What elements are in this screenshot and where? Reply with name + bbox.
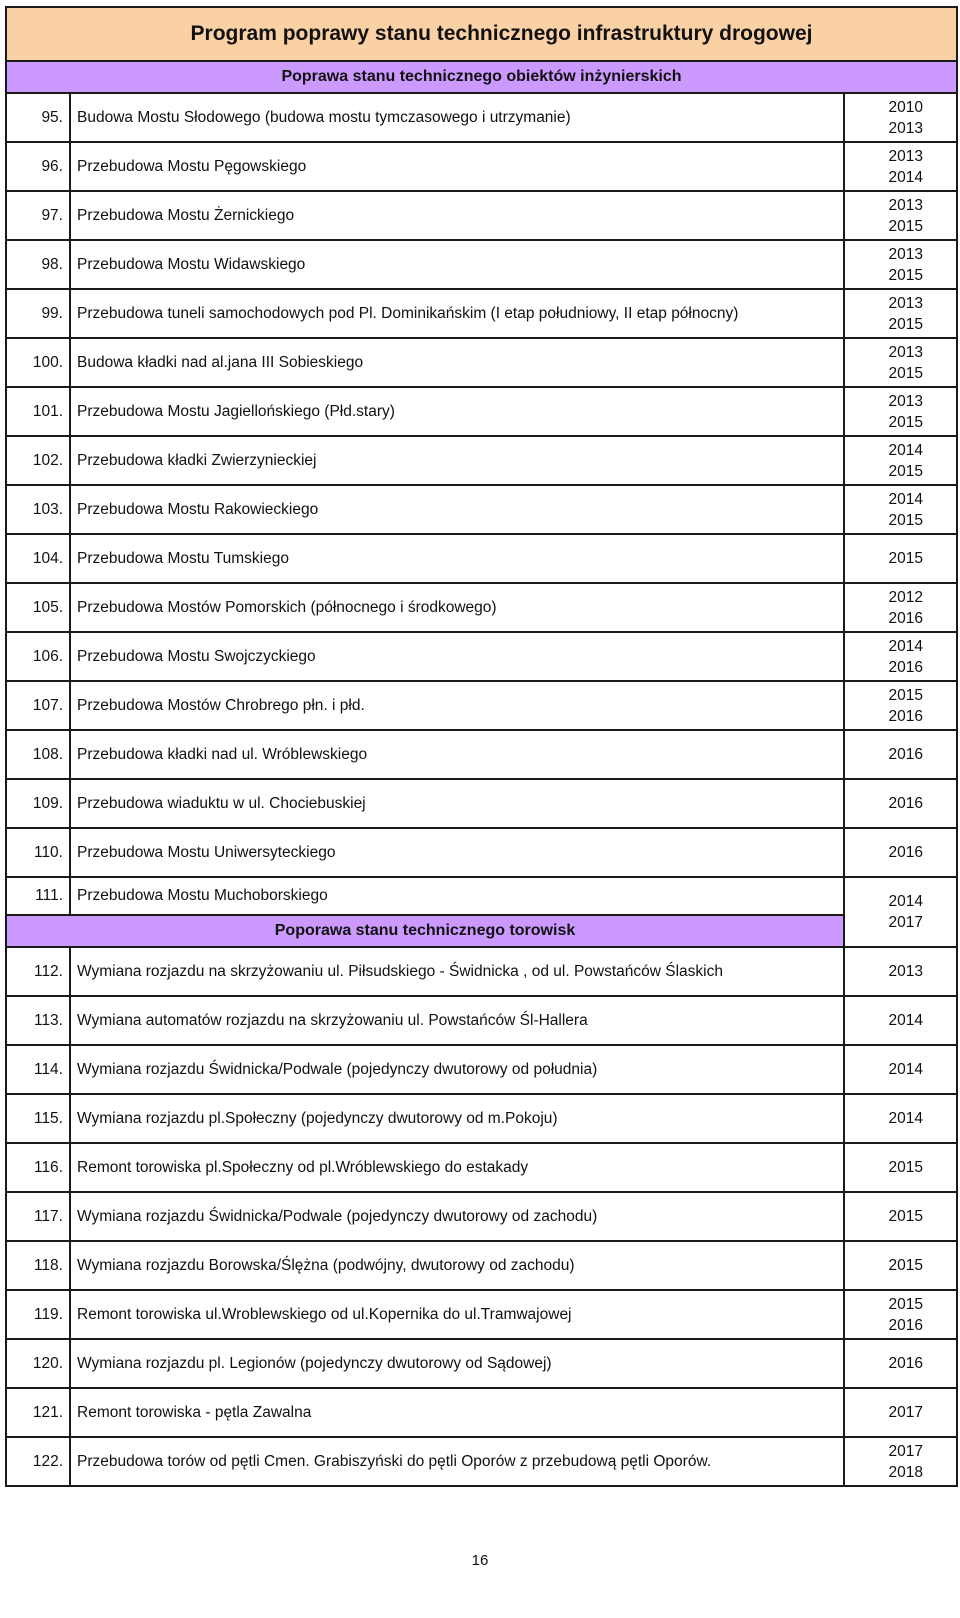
table-row [6,1192,957,1241]
row-number: 106. [6,632,70,681]
row-description: Przebudowa Mostu Muchoborskiego [70,877,844,915]
row-description: Przebudowa Mostu Swojczyckiego [70,632,844,681]
table-row [6,191,957,240]
start-year: 2017 [888,1442,923,1460]
section-title-tracks: Poporawa stanu technicznego torowisk [6,915,844,947]
table-row [6,828,957,877]
row-description: Remont torowiska pl.Społeczny od pl.Wróblewskiego do estakady [70,1143,844,1192]
table-row [6,681,957,730]
row-description: Wymiana rozjazdu pl. Legionów (pojedynczy dwutorowy od Sądowej) [70,1339,844,1388]
row-number: 116. [6,1143,70,1192]
row-description: Budowa kładki nad al.jana III Sobieskiego [70,338,844,387]
table-row [6,338,957,387]
row-description: Przebudowa Mostu Widawskiego [70,240,844,289]
row-number: 112. [6,947,70,996]
document-page [5,6,956,1487]
row-years [844,1241,957,1290]
table-row [6,1339,957,1388]
start-year: 2015 [888,1257,923,1274]
end-year: 2016 [888,1316,923,1334]
table-row [6,387,957,436]
row-years [844,1192,957,1241]
row-description: Przebudowa Mostu Tumskiego [70,534,844,583]
row-description: Przebudowa Mostów Pomorskich (północnego i środkowego) [70,583,844,632]
row-description: Wymiana rozjazdu na skrzyżowaniu ul. Piłsudskiego - Świdnicka , od ul. Powstańców Ślaskich [70,947,844,996]
row-number: 107. [6,681,70,730]
row-description: Wymiana rozjazdu Świdnicka/Podwale (pojedynczy dwutorowy od południa) [70,1045,844,1094]
table-row [6,240,957,289]
table-row [6,1143,957,1192]
start-year: 2015 [888,1159,923,1176]
start-year: 2014 [888,441,923,459]
row-number: 103. [6,485,70,534]
start-year: 2014 [888,1110,923,1127]
table-row [6,289,957,338]
row-description: Wymiana rozjazdu Świdnicka/Podwale (pojedynczy dwutorowy od zachodu) [70,1192,844,1241]
start-year: 2014 [888,490,923,508]
row-number: 118. [6,1241,70,1290]
row-years [844,191,957,240]
row-number: 120. [6,1339,70,1388]
row-years [844,1437,957,1486]
row-number: 101. [6,387,70,436]
section-title-engineering: Poprawa stanu technicznego obiektów inżynierskich [6,61,957,93]
start-year: 2010 [888,98,923,116]
row-years [844,632,957,681]
row-years [844,681,957,730]
end-year: 2015 [888,217,923,235]
start-year: 2013 [888,294,923,312]
end-year: 2016 [888,609,923,627]
row-number: 110. [6,828,70,877]
row-number: 121. [6,1388,70,1437]
table-row [6,730,957,779]
start-year: 2013 [888,196,923,214]
start-year: 2013 [888,963,923,980]
start-year: 2014 [888,637,923,655]
start-year: 2016 [888,844,923,861]
table-row [6,1045,957,1094]
start-year: 2014 [888,1012,923,1029]
title-row [6,7,957,61]
table-row [6,1094,957,1143]
table-row [6,632,957,681]
start-year: 2015 [888,1295,923,1313]
section-header-row [6,61,957,93]
start-year: 2016 [888,795,923,812]
end-year: 2015 [888,266,923,284]
row-description: Przebudowa Mostu Żernickiego [70,191,844,240]
row-number: 100. [6,338,70,387]
row-number: 113. [6,996,70,1045]
start-year: 2015 [888,1208,923,1225]
row-years [844,436,957,485]
start-year: 2014 [888,893,923,910]
end-year: 2013 [888,119,923,137]
row-years [844,1045,957,1094]
row-description: Budowa Mostu Słodowego (budowa mostu tymczasowego i utrzymanie) [70,93,844,142]
end-year: 2018 [888,1463,923,1481]
row-years [844,779,957,828]
row-number: 105. [6,583,70,632]
table-row [6,947,957,996]
row-description: Przebudowa Mostów Chrobrego płn. i płd. [70,681,844,730]
table-row [6,534,957,583]
row-number: 115. [6,1094,70,1143]
table-row [6,779,957,828]
start-year: 2012 [888,588,923,606]
end-year: 2016 [888,707,923,725]
section-header-row [6,915,957,947]
row-description: Wymiana rozjazdu Borowska/Ślężna (podwójny, dwutorowy od zachodu) [70,1241,844,1290]
row-years [844,240,957,289]
row-years [844,534,957,583]
start-year: 2015 [888,686,923,704]
row-years [844,828,957,877]
row-years [844,93,957,142]
row-description: Przebudowa Mostu Uniwersyteckiego [70,828,844,877]
row-description: Wymiana rozjazdu pl.Społeczny (pojedynczy dwutorowy od m.Pokoju) [70,1094,844,1143]
table-row [6,142,957,191]
table-row [6,436,957,485]
row-years [844,1143,957,1192]
row-description: Remont torowiska - pętla Zawalna [70,1388,844,1437]
table-row [6,583,957,632]
table-row [6,1241,957,1290]
table-row [6,93,957,142]
row-description: Przebudowa Mostu Jagiellońskiego (Płd.stary) [70,387,844,436]
row-years [844,877,957,947]
table-row [6,1437,957,1486]
row-description: Przebudowa kładki nad ul. Wróblewskiego [70,730,844,779]
row-years [844,730,957,779]
end-year: 2015 [888,511,923,529]
row-years [844,289,957,338]
row-description: Przebudowa kładki Zwierzynieckiej [70,436,844,485]
row-number: 95. [6,93,70,142]
row-number: 98. [6,240,70,289]
page-number: 16 [471,1552,489,1569]
row-years [844,996,957,1045]
end-year: 2015 [888,413,923,431]
start-year: 2013 [888,245,923,263]
row-description: Remont torowiska ul.Wroblewskiego od ul.Kopernika do ul.Tramwajowej [70,1290,844,1339]
end-year: 2014 [888,168,923,186]
row-number: 102. [6,436,70,485]
table-row [6,485,957,534]
row-number: 117. [6,1192,70,1241]
start-year: 2016 [888,746,923,763]
row-number: 122. [6,1437,70,1486]
start-year: 2014 [888,1061,923,1078]
end-year: 2017 [888,914,923,931]
row-years [844,1339,957,1388]
row-years [844,485,957,534]
start-year: 2015 [888,550,923,567]
start-year: 2013 [888,392,923,410]
end-year: 2015 [888,315,923,333]
start-year: 2016 [888,1355,923,1372]
end-year: 2016 [888,658,923,676]
row-description: Przebudowa wiaduktu w ul. Chociebuskiej [70,779,844,828]
row-number: 119. [6,1290,70,1339]
row-description: Wymiana automatów rozjazdu na skrzyżowaniu ul. Powstańców Śl-Hallera [70,996,844,1045]
row-number: 97. [6,191,70,240]
row-description: Przebudowa Mostu Pęgowskiego [70,142,844,191]
row-years [844,1388,957,1437]
row-number: 109. [6,779,70,828]
start-year: 2017 [888,1404,923,1421]
row-description: Przebudowa Mostu Rakowieckiego [70,485,844,534]
row-number: 104. [6,534,70,583]
row-description: Przebudowa torów od pętli Cmen. Grabiszyński do pętli Oporów z przebudową pętli Oporów. [70,1437,844,1486]
investment-table [5,6,958,1487]
row-number: 114. [6,1045,70,1094]
row-years [844,338,957,387]
table-row [6,1290,957,1339]
row-description: Przebudowa tuneli samochodowych pod Pl. Dominikańskim (I etap południowy, II etap północny) [70,289,844,338]
row-years [844,1094,957,1143]
row-number: 108. [6,730,70,779]
start-year: 2013 [888,343,923,361]
row-number: 96. [6,142,70,191]
end-year: 2015 [888,462,923,480]
table-row [6,1388,957,1437]
start-year: 2013 [888,147,923,165]
document-title: Program poprawy stanu technicznego infrastruktury drogowej [6,7,957,61]
row-years [844,142,957,191]
table-row [6,877,957,915]
row-number: 111. [6,877,70,915]
row-years [844,1290,957,1339]
row-years [844,947,957,996]
end-year: 2015 [888,364,923,382]
row-years [844,387,957,436]
table-row [6,996,957,1045]
row-number: 99. [6,289,70,338]
row-years [844,583,957,632]
